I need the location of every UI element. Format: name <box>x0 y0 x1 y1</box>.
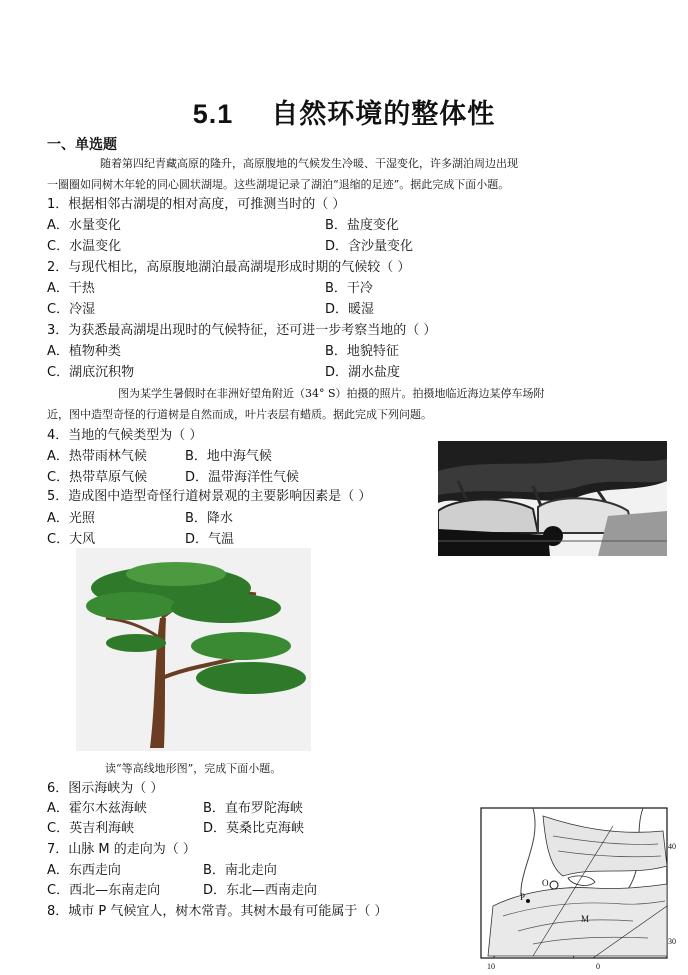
q2-option-a[interactable]: A．干热 <box>47 281 95 296</box>
q5-option-c[interactable]: C．大风 <box>47 532 96 547</box>
material-1-line-2: 一圈圈如同树木年轮的同心圆状湖堤。这些湖堤记录了湖泊“退缩的足迹”。据此完成下面小题。 <box>47 178 510 191</box>
tree-image <box>76 548 311 751</box>
page-title <box>0 92 688 131</box>
q6-option-d[interactable]: D．莫桑比克海峡 <box>203 821 305 836</box>
material-3: 读“等高线地形图”，完成下面小题。 <box>105 762 282 775</box>
q7-option-b[interactable]: B．南北走向 <box>203 863 277 878</box>
title-number: 5.1 <box>192 99 234 129</box>
question-2: 2．与现代相比，高原腹地湖泊最高湖堤形成时期的气候较（ ） <box>47 260 411 275</box>
q1-option-a[interactable]: A．水量变化 <box>47 218 121 233</box>
material-2-line-2: 近，图中造型奇怪的行道树是自然而成，叶片表层有蜡质。据此完成下列问题。 <box>47 408 432 421</box>
material-2-line-1: 图为某学生暑假时在非洲好望角附近（34° S）拍摄的照片。拍摄地临近海边某停车场附 <box>118 387 545 400</box>
map-lon-left: 10 <box>487 962 495 971</box>
q6-option-b[interactable]: B．直布罗陀海峡 <box>203 801 303 816</box>
question-5: 5．造成图中造型奇怪行道树景观的主要影响因素是（ ） <box>47 489 372 504</box>
q1-option-b[interactable]: B．盐度变化 <box>325 218 399 233</box>
q3-option-d[interactable]: D．湖水盐度 <box>325 365 401 380</box>
q6-option-a[interactable]: A．霍尔木兹海峡 <box>47 801 147 816</box>
map-lon-right: 0 <box>596 962 600 971</box>
map-label-o: O <box>542 878 549 888</box>
section-heading: 一、单选题 <box>47 137 117 153</box>
q6-option-c[interactable]: C．英吉利海峡 <box>47 821 135 836</box>
map-lat-top: 40 <box>668 842 676 851</box>
question-8: 8．城市 P 气候宜人，树木常青。其树木最有可能属于（ ） <box>47 904 388 919</box>
q3-option-b[interactable]: B．地貌特征 <box>325 344 399 359</box>
q2-option-b[interactable]: B．干冷 <box>325 281 373 296</box>
q4-option-d[interactable]: D．温带海洋性气候 <box>185 470 300 485</box>
map-label-m: M <box>581 914 590 924</box>
contour-map <box>473 806 686 971</box>
q2-option-c[interactable]: C．冷湿 <box>47 302 96 317</box>
map-lat-bottom: 30 <box>668 937 676 946</box>
question-1: 1．根据相邻古湖堤的相对高度，可推测当时的（ ） <box>47 197 346 212</box>
question-7: 7．山脉 M 的走向为（ ） <box>47 842 196 857</box>
q7-option-c[interactable]: C．西北—东南走向 <box>47 883 161 898</box>
q1-option-d[interactable]: D．含沙量变化 <box>325 239 414 254</box>
question-4: 4．当地的气候类型为（ ） <box>47 428 203 443</box>
q4-option-a[interactable]: A．热带雨林气候 <box>47 449 147 464</box>
q4-option-c[interactable]: C．热带草原气候 <box>47 470 148 485</box>
map-label-p: P <box>520 892 526 902</box>
q5-option-b[interactable]: B．降水 <box>185 511 233 526</box>
q4-option-b[interactable]: B．地中海气候 <box>185 449 272 464</box>
q2-option-d[interactable]: D．暖湿 <box>325 302 375 317</box>
q5-option-d[interactable]: D．气温 <box>185 532 235 547</box>
title-text: 自然环境的整体性 <box>271 99 496 130</box>
q3-option-c[interactable]: C．湖底沉积物 <box>47 365 135 380</box>
question-6: 6．图示海峡为（ ） <box>47 781 164 796</box>
q7-option-d[interactable]: D．东北—西南走向 <box>203 883 318 898</box>
q3-option-a[interactable]: A．植物种类 <box>47 344 121 359</box>
material-1-line-1: 随着第四纪青藏高原的隆升，高原腹地的气候发生冷暖、干湿变化，许多湖泊周边出现 <box>100 157 518 170</box>
cape-photo <box>438 441 667 556</box>
q5-option-a[interactable]: A．光照 <box>47 511 95 526</box>
question-3: 3．为获悉最高湖堤出现时的气候特征，还可进一步考察当地的（ ） <box>47 323 437 338</box>
q1-option-c[interactable]: C．水温变化 <box>47 239 122 254</box>
q7-option-a[interactable]: A．东西走向 <box>47 863 121 878</box>
